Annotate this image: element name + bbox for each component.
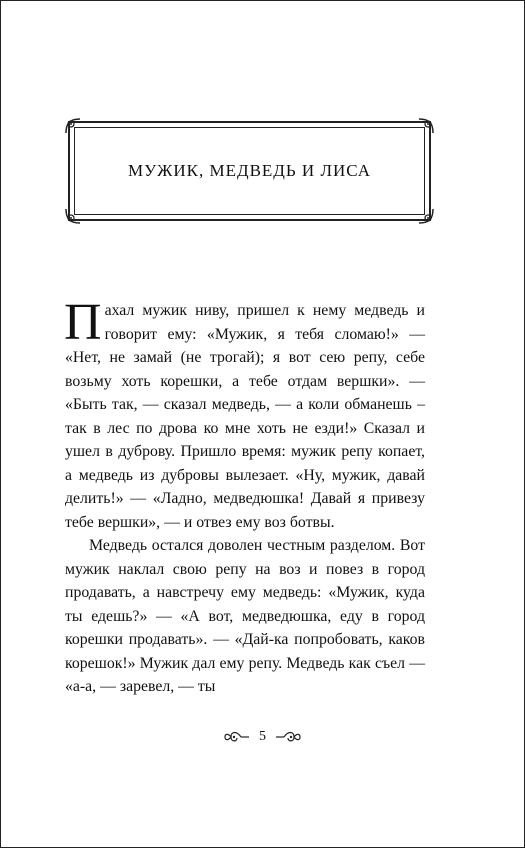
flourish-left-icon	[223, 730, 251, 744]
corner-ornament-icon	[64, 207, 82, 225]
title-frame	[68, 121, 431, 221]
corner-ornament-icon	[417, 207, 435, 225]
page-footer	[1, 729, 524, 745]
paragraph-2: Медведь остался доволен честным разделом. Вот мужик наклал свою репу на воз и повез в город продавать, а навстречу ему медведь: «Мужик, куда ты едешь?» — «А вот, медведюшка, еду в город корешки продавать». — «Дай-ка попробовать, каков корешок!» Мужик дал ему репу. Медведь как съел — «а-а, — заревел, — ты	[65, 537, 425, 695]
drop-cap: П	[64, 294, 102, 351]
flourish-right-icon	[274, 730, 302, 744]
corner-ornament-icon	[417, 117, 435, 135]
paragraph-1-text: ахал мужик ниву, пришел к нему медведь и говорит ему: «Мужик, я тебя сломаю!» — «Нет, не замай (не трогай); я вот сею репу, себе возьму хоть корешки, а тебе отдам вершки». — «Быть так, — сказал медведь, — а коли обманешь – так в лес по дрова ко мне хоть не езди!» Сказал и ушел в дуброву. Пришло время: мужик репу копает, а медведь из дубровы вылезает. «Ну, мужик, давай делить!» — «Ладно, медведюшка! Давай я привезу тебе вершки», — и отвез ему воз ботвы.	[65, 302, 425, 531]
chapter-title: МУЖИК, МЕДВЕДЬ И ЛИСА	[127, 161, 372, 180]
corner-ornament-icon	[64, 117, 82, 135]
body-text	[64, 294, 425, 699]
page-number: 5	[259, 729, 266, 744]
paragraph-1	[64, 294, 425, 534]
